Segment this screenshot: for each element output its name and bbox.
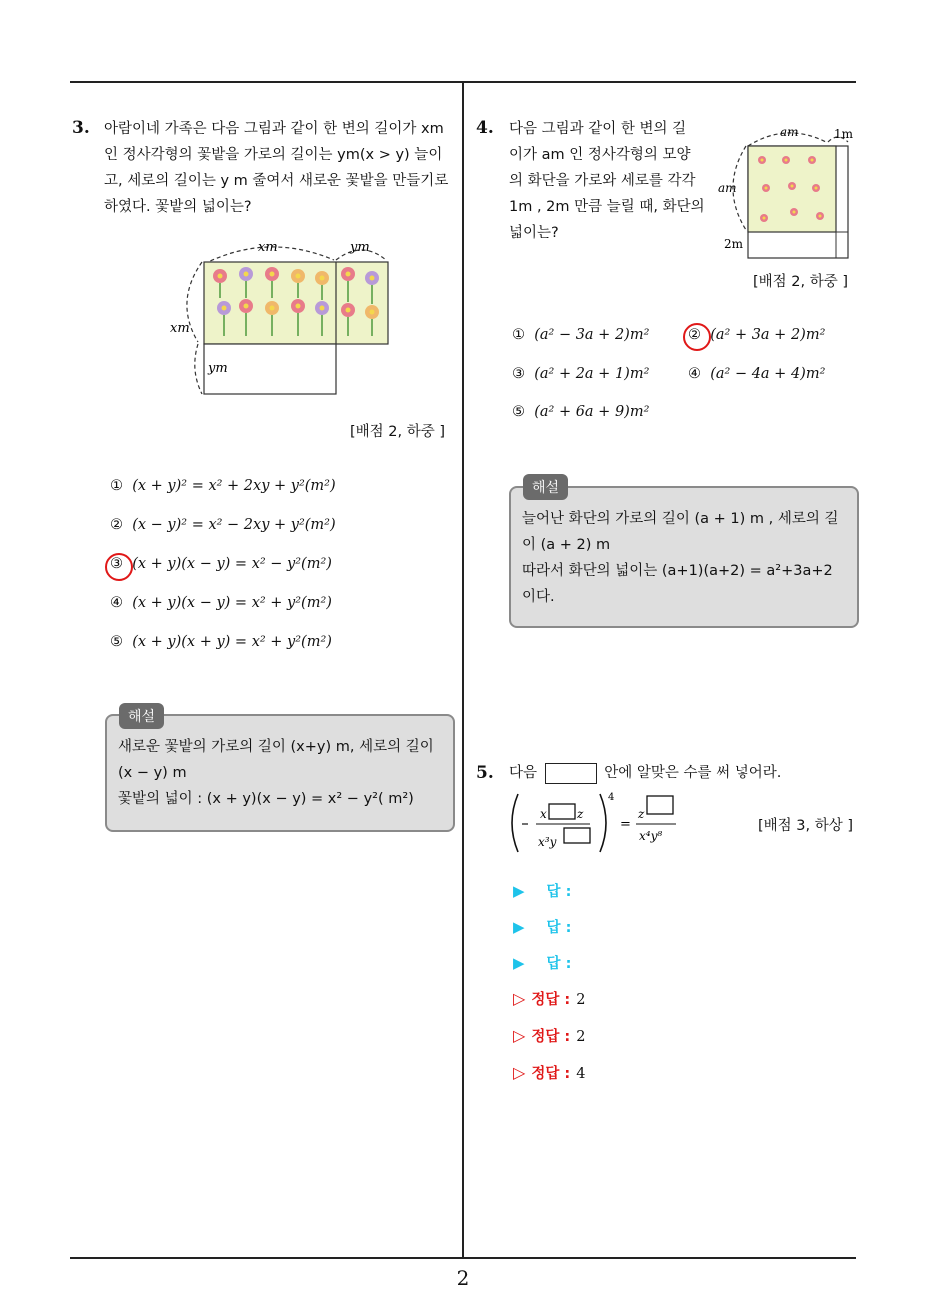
q5-correct-row-2 [513, 1025, 585, 1046]
choice-mark: ① [110, 478, 123, 494]
q4-fig-label-top-a: am [780, 125, 799, 139]
choice-expr: (x − y)² = x² − 2xy + y²(m²) [132, 517, 336, 533]
choice-expr: (a² + 2a + 1)m² [534, 366, 650, 382]
q5-question-text [509, 760, 849, 786]
q4-number: 4. [476, 118, 494, 138]
answer-label: 답 : [546, 920, 572, 936]
q3-solution-text: 새로운 꽃밭의 가로의 길이 (x+y) m, 세로의 길이 (x − y) m 꽃밭의 넓이 : (x + y)(x − y) = x² − y²( m²) [118, 739, 434, 807]
q3-fig-label-top-x: xm [258, 240, 278, 255]
q5-meta: [배점 3, 하상 ] [758, 818, 854, 834]
bottom-rule [70, 1257, 856, 1259]
correct-label: 정답 : [531, 992, 571, 1008]
choice-mark: ③ [110, 556, 123, 572]
q3-choice-5[interactable] [110, 634, 332, 650]
q4-solution-tag: 해설 [523, 474, 568, 500]
q5-answer-row-1[interactable] [513, 880, 571, 901]
page-number: 2 [456, 1266, 470, 1290]
q5-correct-row-3 [513, 1062, 585, 1083]
choice-mark: ④ [688, 366, 701, 382]
q5-lhs-num-a: x [540, 807, 547, 821]
choice-expr: (a² − 4a + 4)m² [710, 366, 826, 382]
choice-mark: ③ [512, 366, 525, 382]
q3-meta: [배점 2, 하중 ] [350, 424, 446, 440]
play-icon: ▶ [513, 954, 525, 972]
q5-expression [506, 788, 686, 858]
play-icon: ▶ [513, 882, 525, 900]
q5-text-after: 안에 알맞은 수를 써 넣어라. [604, 765, 782, 781]
choice-mark: ⑤ [110, 634, 123, 650]
q3-question-text: 아람이네 가족은 다음 그림과 같이 한 변의 길이가 xm 인 정사각형의 꽃밭을 가로의 길이는 ym(x > y) 늘이 고, 세로의 길이는 y m 줄여서 새로운 꽃밭을 만들기로 하였다. 꽃밭의 넓이는? [104, 121, 449, 215]
q5-lhs-den: x³y [538, 835, 557, 849]
choice-expr: (x + y)(x + y) = x² + y²(m²) [132, 634, 332, 650]
q5-blank-example [545, 763, 597, 784]
q4-choice-2[interactable] [688, 327, 825, 343]
choice-expr: (x + y)(x − y) = x² − y²(m²) [132, 556, 332, 572]
triangle-right-icon: ▷ [513, 1063, 526, 1082]
q4-choice-1[interactable] [512, 327, 649, 343]
q5-lhs-num-b: z [577, 807, 584, 821]
q4-garden-figure [714, 124, 860, 262]
q5-text-before: 다음 [509, 765, 538, 781]
q4-question-text: 다음 그림과 같이 한 변의 길 이가 am 인 정사각형의 모양 의 화단을 가로와 세로를 각각 1m , 2m 만큼 늘릴 때, 화단의 넓이는? [509, 121, 705, 241]
q3-flowerbed-figure [168, 236, 398, 400]
q5-rhs-den: x⁴y⁸ [639, 829, 663, 843]
choice-expr: (a² − 3a + 2)m² [534, 327, 650, 343]
q3-choice-1[interactable] [110, 478, 336, 494]
choice-expr: (x + y)² = x² + 2xy + y²(m²) [132, 478, 336, 494]
q5-equals: = [620, 817, 631, 832]
q3-choice-3[interactable] [110, 556, 332, 572]
q5-number: 5. [476, 763, 494, 783]
choice-mark: ① [512, 327, 525, 343]
q4-fig-label-left-2: 2m [724, 237, 744, 251]
choice-expr: (x + y)(x − y) = x² + y²(m²) [132, 595, 332, 611]
q5-blank-1[interactable] [549, 804, 575, 819]
q4-meta: [배점 2, 하중 ] [753, 274, 849, 290]
q3-choice-2[interactable] [110, 517, 336, 533]
choice-expr: (a² + 3a + 2)m² [710, 327, 826, 343]
correct-value: 2 [576, 992, 586, 1008]
q4-choice-3[interactable] [512, 366, 649, 382]
choice-mark: ② [110, 517, 123, 533]
q4-choice-4[interactable] [688, 366, 825, 382]
choice-expr: (a² + 6a + 9)m² [534, 404, 650, 420]
column-divider [462, 82, 464, 1258]
q4-fig-label-left-a: am [718, 181, 737, 195]
q4-solution-text: 늘어난 화단의 가로의 길이 (a + 1) m , 세로의 길 이 (a + 2) m 따라서 화단의 넓이는 (a+1)(a+2) = a²+3a+2 이다. [522, 511, 839, 605]
triangle-right-icon: ▷ [513, 1026, 526, 1045]
q5-blank-2[interactable] [564, 828, 590, 843]
choice-mark: ④ [110, 595, 123, 611]
q5-correct-row-1 [513, 988, 585, 1009]
q5-answer-row-2[interactable] [513, 916, 571, 937]
q3-fig-label-top-y: ym [350, 240, 370, 255]
choice-mark: ② [688, 327, 701, 343]
choice-mark: ⑤ [512, 404, 525, 420]
q3-choice-4[interactable] [110, 595, 332, 611]
q5-rhs-num: z [638, 807, 645, 821]
q3-fig-label-left-y: ym [208, 361, 228, 376]
correct-value: 2 [576, 1029, 586, 1045]
q5-power: 4 [608, 792, 615, 803]
correct-value: 4 [576, 1066, 586, 1082]
q3-fig-label-left-x: xm [170, 321, 190, 336]
triangle-right-icon: ▷ [513, 989, 526, 1008]
q5-answer-row-3[interactable] [513, 952, 571, 973]
q4-choice-5[interactable] [512, 404, 649, 420]
q3-number: 3. [72, 118, 90, 138]
q5-blank-3[interactable] [647, 796, 673, 814]
correct-label: 정답 : [531, 1029, 571, 1045]
q4-fig-label-top-1: 1m [834, 127, 854, 141]
answer-label: 답 : [546, 956, 572, 972]
play-icon: ▶ [513, 918, 525, 936]
answer-label: 답 : [546, 884, 572, 900]
correct-label: 정답 : [531, 1066, 571, 1082]
q3-solution-tag: 해설 [119, 703, 164, 729]
